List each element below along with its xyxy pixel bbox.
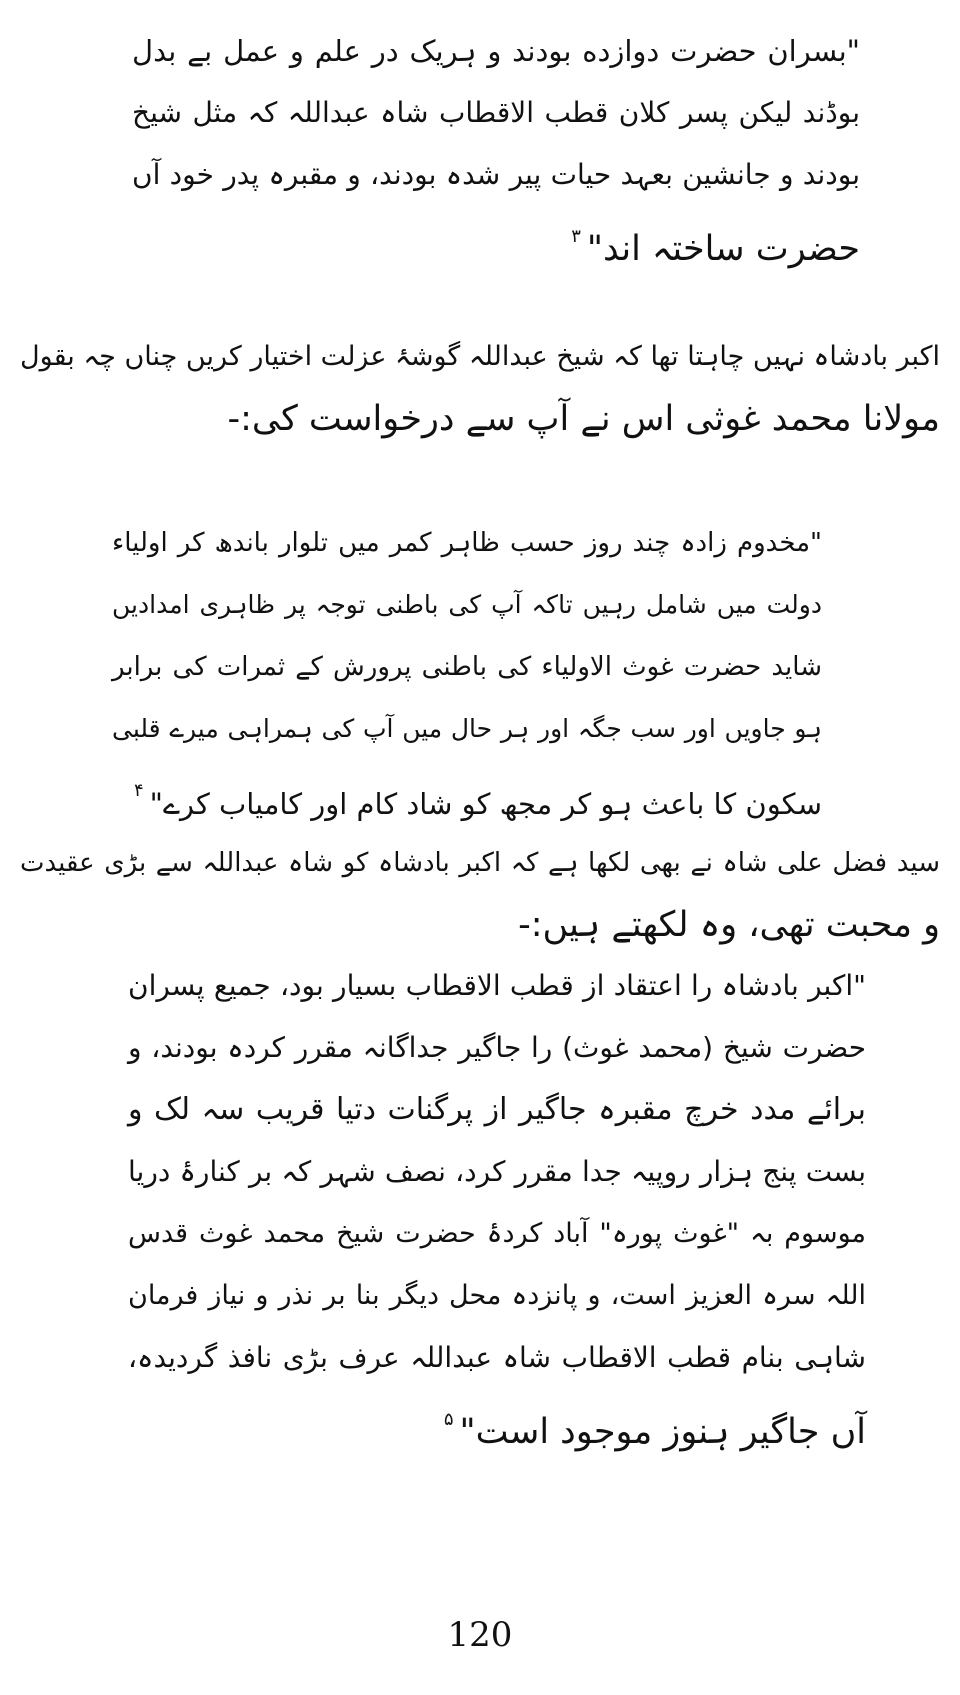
text-line: بست پنج ہزار روپیہ جدا مقرر کرد، نصف شہر کہ بر کنارۂ دریا (128, 1155, 866, 1188)
footnote-marker: ۵ (443, 1409, 454, 1430)
text-line: مولانا محمد غوثی اس نے آپ سے درخواست کی:- (227, 399, 940, 439)
footnote-marker: ۳ (571, 226, 581, 247)
persian-quotation-1 (132, 20, 860, 268)
text-line: شاہی بنام قطب الاقطاب شاہ عبداللہ عرف بڑی نافذ گردیدہ، (128, 1341, 866, 1374)
text-line: بودند و جانشین بعہد حیات پیر شدہ بودند، و مقبرہ پدر خود آں (132, 158, 860, 191)
text-line: سید فضل علی شاہ نے بھی لکھا ہے کہ اکبر بادشاہ کو شاہ عبداللہ سے بڑی عقیدت (20, 848, 940, 878)
text-line: بوڈند لیکن پسر کلان قطب الاقطاب شاہ عبداللہ کہ مثل شیخ (132, 96, 860, 129)
text-line: اللہ سرہ العزیز است، و پانزدہ محل دیگر بنا بر نذر و نیاز فرمان (128, 1280, 866, 1311)
text-line: ہو جاویں اور سب جگہ اور ہر حال میں آپ کی ہمراہی میرے قلبی (112, 714, 822, 743)
text-line: حضرت ساختہ اند" (586, 229, 860, 269)
persian-quotation-3 (128, 955, 866, 1451)
text-line: "بسران حضرت دوازده بودند و ہریک در علم و عمل بے بدل (132, 34, 860, 68)
page-number: 120 (447, 1615, 513, 1655)
text-line: و محبت تھی، وہ لکھتے ہیں:- (518, 905, 940, 945)
text-line: موسوم بہ "غوث پورہ" آباد کردۂ حضرت شیخ محمد غوث قدس (128, 1218, 866, 1249)
urdu-paragraph-1 (20, 326, 940, 450)
text-line: آں جاگیر ہنوز موجود است" (459, 1412, 866, 1452)
text-line: "مخدوم زادہ چند روز حسب ظاہر کمر میں تلوار باندھ کر اولیاء (112, 528, 822, 558)
text-line: شاید حضرت غوث الاولیاء کی باطنی پرورش کے ثمرات کی برابر (112, 652, 822, 682)
text-line: برائے مدد خرچ مقبرہ جاگیر از پرگنات دتیا قریب سہ لک و (128, 1092, 866, 1127)
urdu-quotation-2 (112, 512, 822, 822)
text-line: حضرت شیخ (محمد غوث) را جاگیر جداگانہ مقرر کردہ بودند، و (128, 1031, 866, 1064)
text-line: دولت میں شامل رہیں تاکہ آپ کی باطنی توجہ پر ظاہری امدادیں (112, 590, 822, 619)
text-line: اکبر بادشاہ نہیں چاہتا تھا کہ شیخ عبداللہ گوشۂ عزلت اختیار کریں چناں چہ بقول (20, 341, 940, 372)
text-line-with-footnote (132, 206, 860, 268)
text-line-with-footnote (112, 760, 822, 822)
text-line-with-footnote (128, 1389, 866, 1451)
footnote-marker: ۴ (133, 780, 144, 801)
text-line: سکون کا باعث ہو کر مجھ کو شاد کام اور کامیاب کرے" (149, 787, 822, 821)
text-line: "اکبر بادشاہ را اعتقاد از قطب الاقطاب بسیار بود، جمیع پسران (128, 969, 866, 1002)
urdu-paragraph-2 (20, 832, 940, 956)
